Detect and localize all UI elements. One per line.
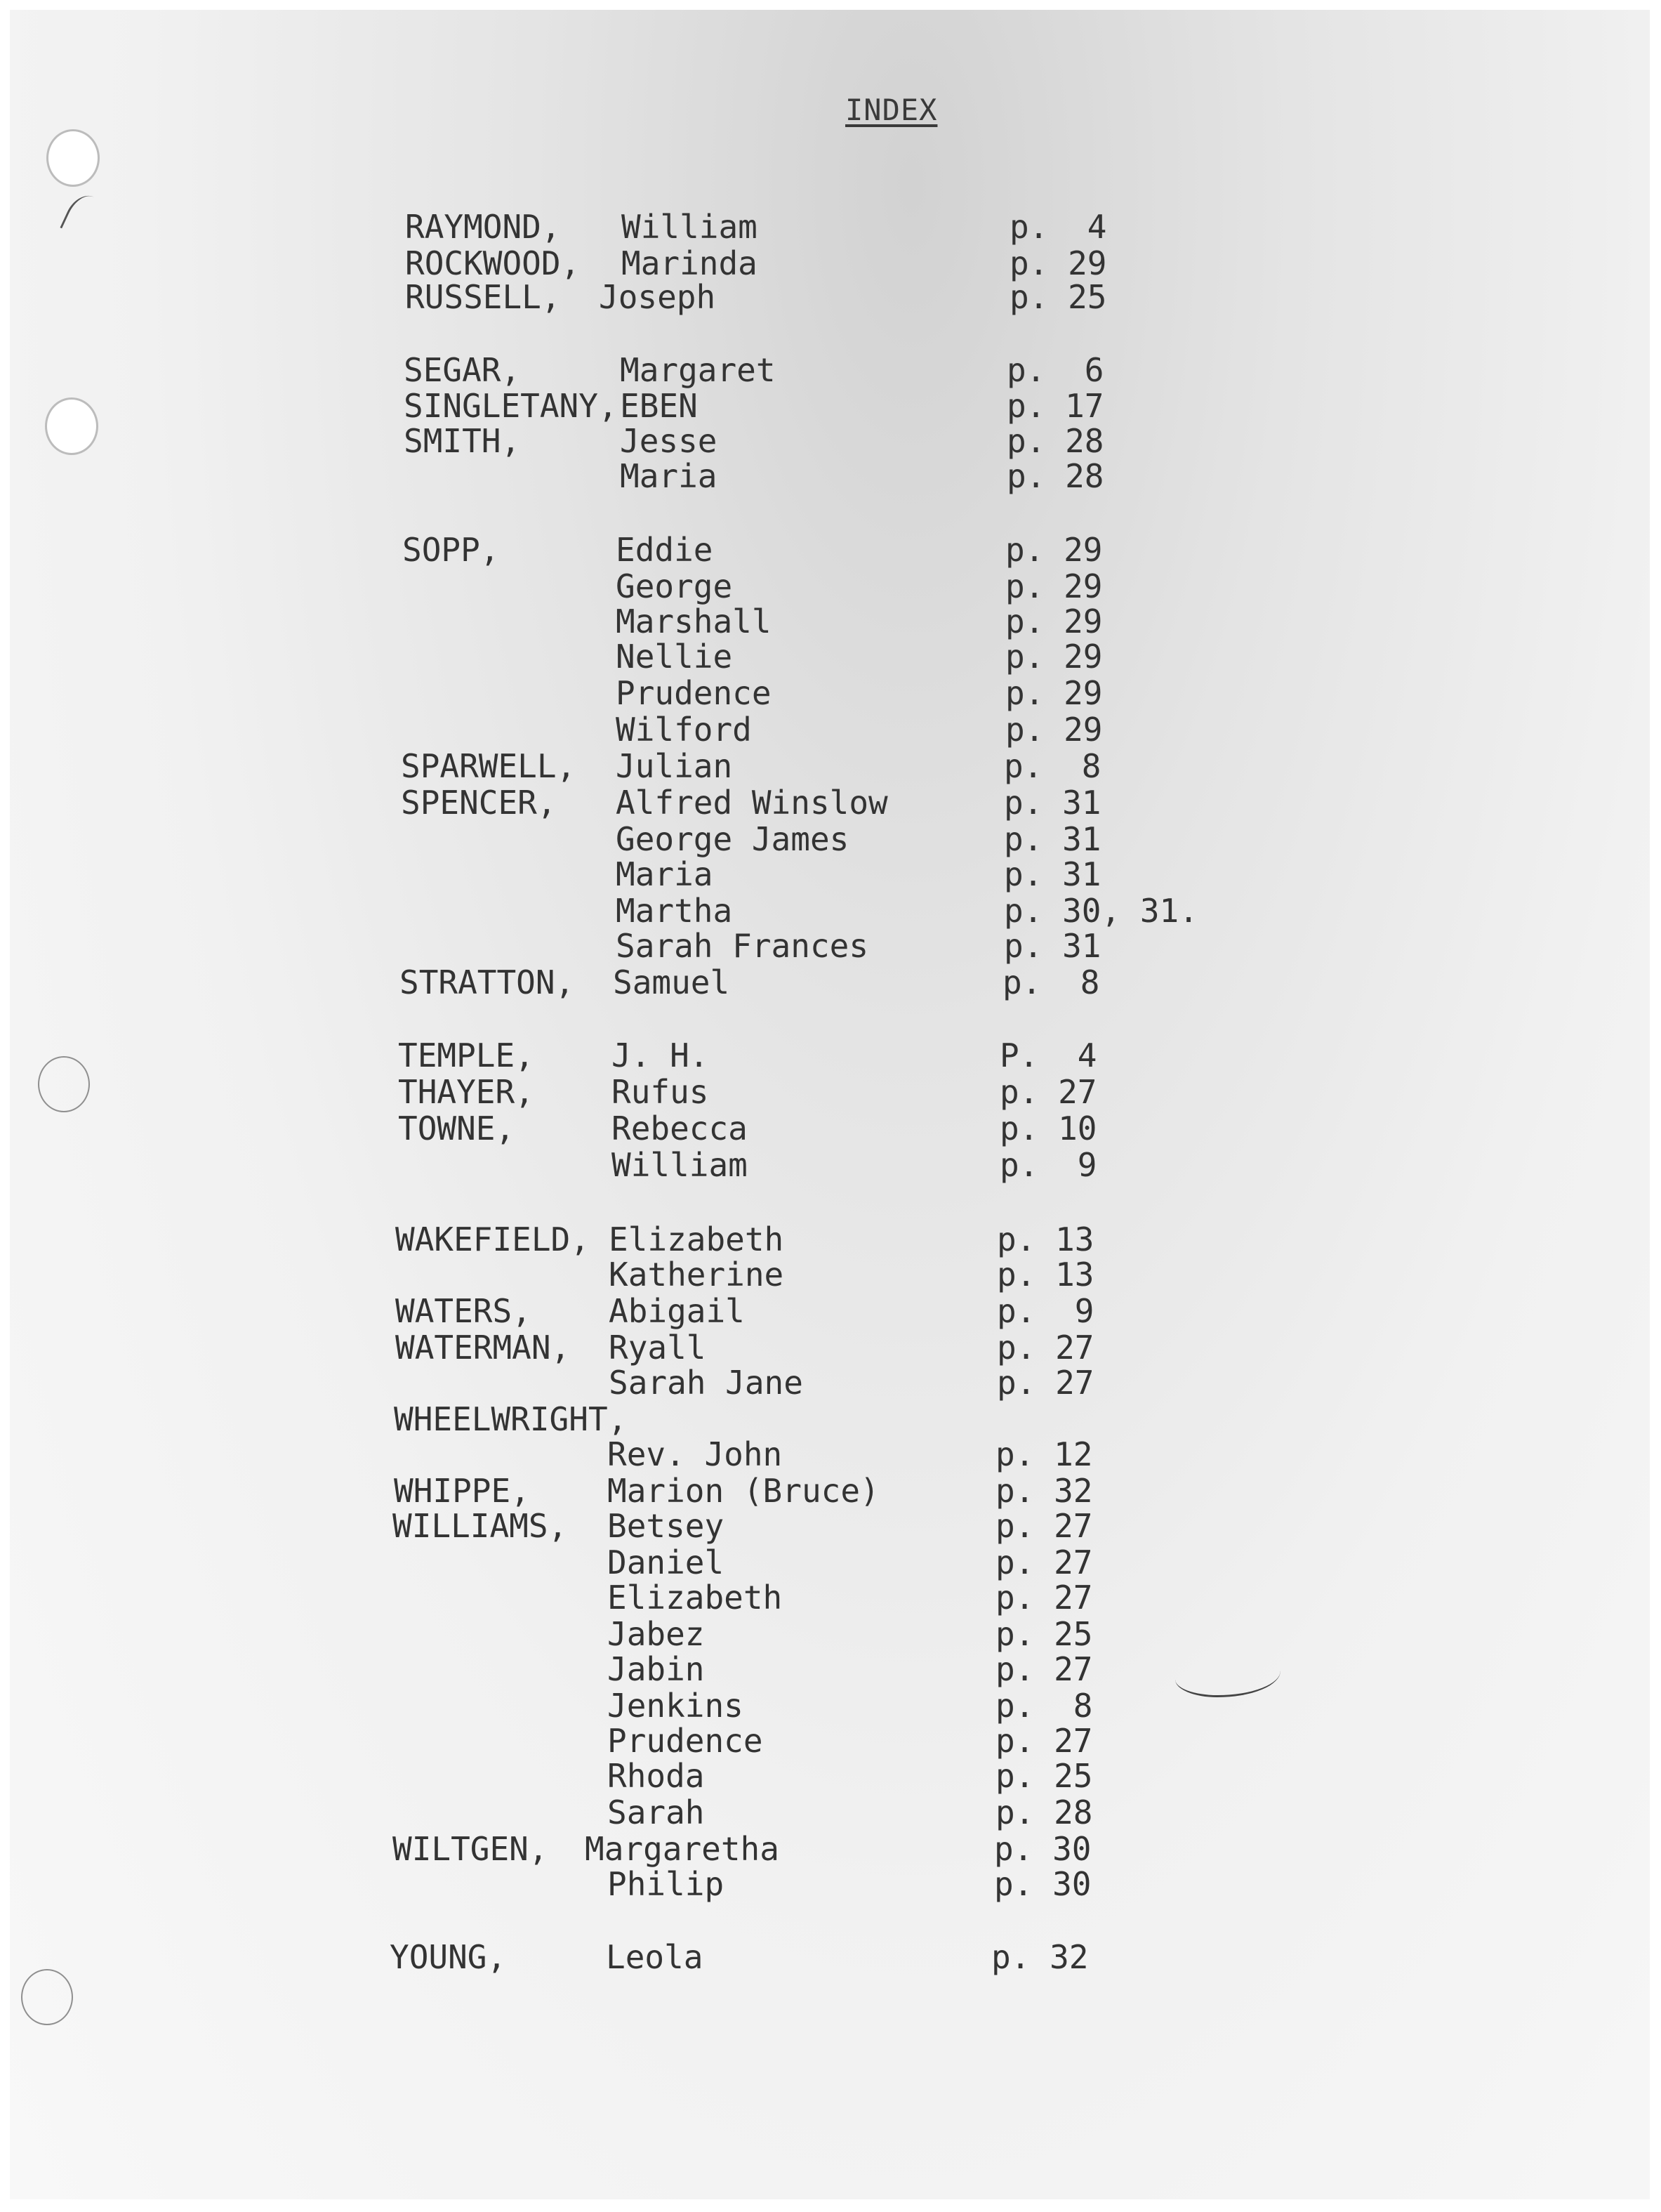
entry-surname: YOUNG, [390,1938,507,1976]
index-entry [10,423,1650,459]
entry-surname: RUSSELL, [405,278,561,316]
index-entry [10,638,1650,675]
entry-surname: THAYER, [398,1073,534,1111]
index-entry [10,893,1650,929]
index-entry [10,568,1650,605]
entry-page-reference: p. 6 [1007,351,1104,389]
index-entry [10,1147,1650,1183]
index-entry [10,1401,1650,1437]
entry-page-reference: p. 27 [997,1364,1094,1402]
index-entry [10,1939,1650,1975]
entry-surname: SPENCER, [401,784,557,822]
index-entry [10,532,1650,568]
entry-surname: SEGAR, [404,351,521,389]
entry-given-name: Sarah Jane [609,1364,803,1402]
entry-given-name: Maria [620,457,717,495]
entry-given-name: Jesse [620,422,717,460]
entry-given-name: Margaretha [585,1830,779,1868]
entry-surname: ROCKWOOD, [405,244,581,282]
entry-page-reference: p. 29 [1005,531,1103,569]
entry-page-reference: p. 4 [1010,208,1107,246]
entry-given-name: Margaret [620,351,776,389]
entry-surname: WHIPPE, [394,1472,530,1510]
index-entry [10,1436,1650,1473]
entry-surname: STRATTON, [399,963,575,1001]
index-entry [10,748,1650,784]
entry-given-name: Marion (Bruce) [607,1472,880,1510]
index-entry [10,1256,1650,1293]
entry-given-name: Prudence [616,674,772,712]
index-entry [10,675,1650,711]
index-entry [10,1616,1650,1652]
entry-given-name: Jabez [607,1615,705,1653]
entry-given-name: Daniel [607,1543,724,1581]
index-entry [10,1221,1650,1258]
entry-surname: WAKEFIELD, [395,1220,590,1258]
entry-given-name: Julian [616,747,733,785]
entry-page-reference: p. 29 [1005,603,1103,640]
entry-surname: WATERS, [395,1292,531,1330]
index-entry [10,209,1650,245]
entry-surname: WHEELWRIGHT, [394,1400,628,1438]
entry-given-name: George [616,567,733,605]
entry-page-reference: p. 27 [995,1579,1093,1617]
index-entry [10,1544,1650,1581]
index-entry [10,1037,1650,1074]
entry-page-reference: p. 27 [995,1722,1093,1760]
index-entry [10,279,1650,315]
index-entry [10,928,1650,964]
entry-surname: WATERMAN, [395,1329,571,1367]
entry-page-reference: p. 30 [994,1865,1092,1903]
punch-hole-top [46,129,100,187]
entry-given-name: Samuel [613,963,730,1001]
entry-given-name: Philip [607,1865,724,1903]
entry-page-reference: p. 28 [995,1793,1093,1831]
entry-page-reference: p. 25 [995,1615,1093,1653]
index-entry [10,1758,1650,1794]
entry-given-name: Rufus [611,1073,709,1111]
entry-given-name: William [621,208,757,246]
index-entry [10,1508,1650,1544]
entry-given-name: EBEN [620,387,698,425]
entry-page-reference: p. 29 [1005,567,1103,605]
entry-page-reference: p. 13 [997,1256,1094,1293]
entry-page-reference: p. 8 [995,1687,1093,1725]
index-entry [10,1579,1650,1616]
index-entry [10,1473,1650,1509]
index-entry [10,711,1650,748]
index-entry [10,1293,1650,1329]
entry-page-reference: p. 27 [995,1650,1093,1688]
entry-given-name: Betsey [607,1507,724,1545]
index-entry [10,1074,1650,1110]
entry-page-reference: p. 8 [1004,747,1101,785]
entry-page-reference: P. 4 [1000,1036,1097,1074]
entry-surname: SMITH, [404,422,521,460]
index-entry [10,1794,1650,1831]
entry-page-reference: p. 27 [995,1507,1093,1545]
entry-given-name: Alfred Winslow [616,784,888,822]
index-entry [10,1651,1650,1687]
entry-surname: RAYMOND, [405,208,561,246]
index-entry [10,1831,1650,1867]
index-entry [10,1329,1650,1366]
entry-page-reference: p. 31 [1004,855,1101,893]
entry-page-reference: p. 29 [1010,244,1107,282]
entry-given-name: Sarah [607,1793,705,1831]
index-entry [10,821,1650,857]
page-title: INDEX [845,93,938,127]
entry-page-reference: p. 28 [1007,422,1104,460]
index-entry [10,964,1650,1001]
entry-surname: WILTGEN, [392,1830,548,1868]
entry-page-reference: p. 12 [995,1435,1093,1473]
entry-given-name: Abigail [609,1292,745,1330]
entry-page-reference: p. 17 [1007,387,1104,425]
entry-page-reference: p. 32 [991,1938,1089,1976]
entry-surname: SOPP, [402,531,500,569]
index-page [10,10,1650,2199]
entry-given-name: Katherine [609,1256,784,1293]
entry-given-name: Elizabeth [609,1220,784,1258]
entry-page-reference: p. 25 [1010,278,1107,316]
index-entry [10,1866,1650,1902]
index-entry [10,1364,1650,1401]
entry-page-reference: p. 31 [1004,927,1101,965]
entry-given-name: George James [616,820,849,858]
entry-given-name: Prudence [607,1722,763,1760]
entry-given-name: Ryall [609,1329,706,1367]
entry-given-name: William [611,1146,748,1184]
index-entry [10,1687,1650,1724]
entry-given-name: Leola [606,1938,703,1976]
entry-page-reference: p. 28 [1007,457,1104,495]
entry-given-name: Maria [616,855,713,893]
index-entry [10,784,1650,821]
entry-given-name: Rev. John [607,1435,783,1473]
index-entry [10,1723,1650,1759]
entry-given-name: Marshall [616,603,772,640]
entry-given-name: J. H. [611,1036,709,1074]
entry-page-reference: p. 10 [1000,1110,1097,1147]
index-entry [10,245,1650,282]
entry-page-reference: p. 29 [1005,638,1103,676]
entry-given-name: Wilford [616,711,752,749]
entry-page-reference: p. 31 [1004,820,1101,858]
entry-page-reference: p. 9 [1000,1146,1097,1184]
entry-given-name: Rhoda [607,1757,705,1795]
entry-surname: TEMPLE, [398,1036,534,1074]
entry-surname: WILLIAMS, [392,1507,568,1545]
entry-page-reference: p. 27 [1000,1073,1097,1111]
entry-given-name: Elizabeth [607,1579,783,1617]
entry-surname: SINGLETANY, [404,387,618,425]
index-entry [10,458,1650,494]
entry-page-reference: p. 30, 31. [1004,892,1198,930]
index-entry [10,856,1650,893]
entry-page-reference: p. 8 [1002,963,1100,1001]
entry-given-name: Marinda [621,244,757,282]
entry-page-reference: p. 25 [995,1757,1093,1795]
index-entry [10,1110,1650,1147]
entry-given-name: Joseph [599,278,716,316]
entry-given-name: Jenkins [607,1687,743,1725]
entry-page-reference: p. 27 [997,1329,1094,1367]
punch-hole-faint-lower [21,1969,73,2025]
entry-given-name: Nellie [616,638,733,676]
entry-page-reference: p. 32 [995,1472,1093,1510]
entry-given-name: Eddie [616,531,713,569]
entry-given-name: Martha [616,892,733,930]
entry-page-reference: p. 27 [995,1543,1093,1581]
entry-page-reference: p. 29 [1005,674,1103,712]
entry-given-name: Rebecca [611,1110,748,1147]
entry-page-reference: p. 30 [994,1830,1092,1868]
entry-surname: TOWNE, [398,1110,515,1147]
entry-page-reference: p. 9 [997,1292,1094,1330]
index-entry [10,388,1650,424]
entry-given-name: Jabin [607,1650,705,1688]
entry-given-name: Sarah Frances [616,927,869,965]
entry-page-reference: p. 31 [1004,784,1101,822]
index-entry [10,352,1650,388]
entry-page-reference: p. 29 [1005,711,1103,749]
index-entry [10,603,1650,640]
entry-surname: SPARWELL, [401,747,576,785]
entry-page-reference: p. 13 [997,1220,1094,1258]
